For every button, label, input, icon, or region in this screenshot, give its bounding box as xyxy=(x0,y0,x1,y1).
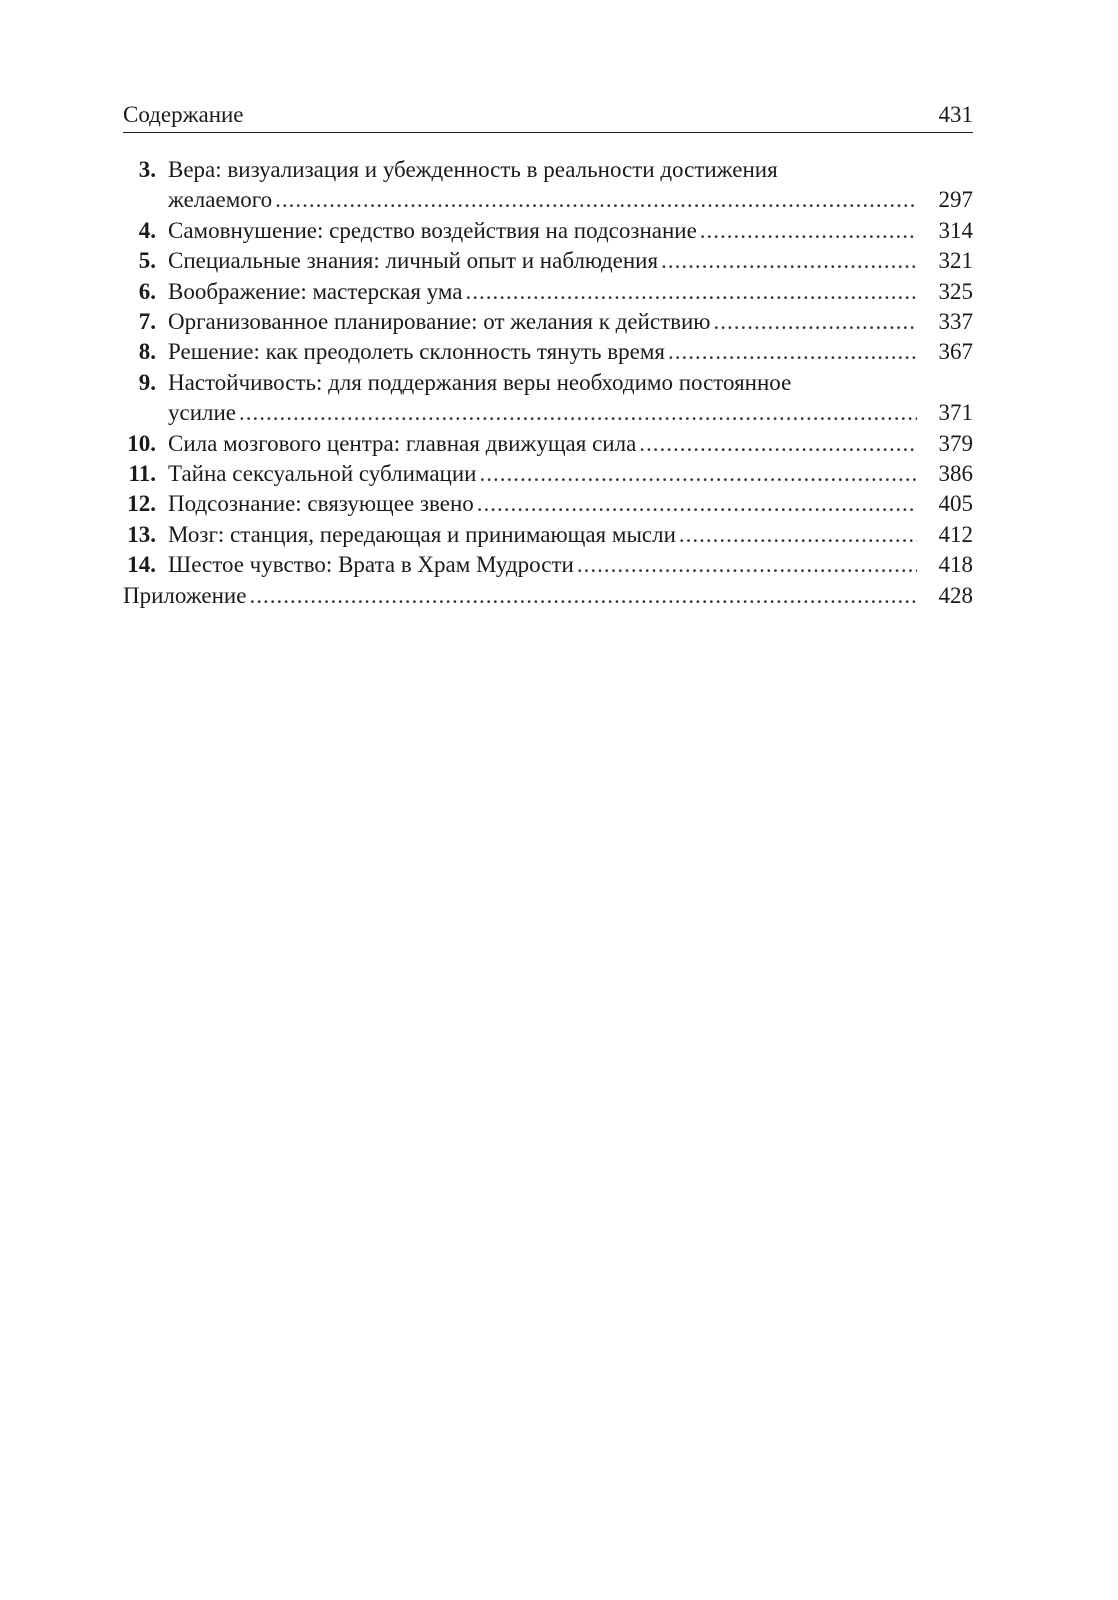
toc-entry-page: 405 xyxy=(938,491,973,517)
dot-leader xyxy=(713,307,917,337)
toc-entry-page: 297 xyxy=(938,187,973,213)
toc-entry-number: 14. xyxy=(127,552,156,578)
toc-entry-title: Специальные знания: личный опыт и наблюдения xyxy=(168,248,659,274)
toc-entry-6 xyxy=(123,277,973,307)
toc-entry-title: Подсознание: связующее звено xyxy=(168,491,474,517)
toc-entry-appendix xyxy=(123,581,973,611)
toc-entry-number: 6. xyxy=(138,278,156,304)
dot-leader xyxy=(577,550,917,580)
toc-entry-title: Организованное планирование: от желания к действию xyxy=(168,309,711,335)
toc-entry-13 xyxy=(123,520,973,550)
dot-leader xyxy=(700,216,917,246)
toc-entry-page: 367 xyxy=(938,339,973,365)
toc-entry-page: 314 xyxy=(938,217,973,243)
toc-entry-number: 3. xyxy=(138,157,156,182)
toc-entry-5 xyxy=(123,246,973,276)
toc-entry-12 xyxy=(123,489,973,519)
toc-entry-number: 7. xyxy=(138,309,156,335)
toc-entry-title: Самовнушение: средство воздействия на подсознание xyxy=(168,217,697,243)
toc-entry-title: Мозг: станция, передающая и принимающая мысли xyxy=(168,521,676,547)
toc-entry-number: 8. xyxy=(138,339,156,365)
toc-entry-title: Сила мозгового центра: главная движущая сила xyxy=(168,430,637,456)
toc-entry-number: 11. xyxy=(128,461,156,487)
toc-entry-number: 9. xyxy=(138,369,156,395)
toc-entry-11 xyxy=(123,459,973,489)
toc-entry-9 xyxy=(123,368,973,429)
running-head-title: Содержание xyxy=(123,102,244,127)
toc-entry-title: усилие xyxy=(168,400,237,426)
toc-entry-page: 325 xyxy=(938,278,973,304)
toc-entry-number: 10. xyxy=(127,430,156,456)
toc-entry-page: 337 xyxy=(938,309,973,335)
toc-entry-7 xyxy=(123,307,973,337)
toc-entry-page: 428 xyxy=(938,582,973,608)
toc-entry-10 xyxy=(123,429,973,459)
toc-entry-title-line1: Настойчивость: для поддержания веры необходимо постоянное xyxy=(168,369,792,395)
dot-leader xyxy=(639,429,917,459)
toc-entry-page: 386 xyxy=(938,461,973,487)
toc-entry-title: желаемого xyxy=(168,187,273,213)
toc-entry-page: 321 xyxy=(938,248,973,274)
dot-leader xyxy=(239,398,917,428)
toc-entry-page: 371 xyxy=(938,400,973,426)
toc-entry-page: 379 xyxy=(938,430,973,456)
toc-entry-number: 4. xyxy=(138,217,156,243)
dot-leader xyxy=(275,185,917,215)
toc-entry-title: Воображение: мастерская ума xyxy=(168,278,463,304)
toc-entry-8 xyxy=(123,337,973,367)
toc-entry-title: Решение: как преодолеть склонность тянуть время xyxy=(168,339,665,365)
page-number: 431 xyxy=(938,102,973,127)
toc-entry-page: 418 xyxy=(938,552,973,578)
dot-leader xyxy=(477,489,917,519)
toc-entry-page: 412 xyxy=(938,521,973,547)
dot-leader xyxy=(661,246,917,276)
running-head xyxy=(123,96,973,133)
dot-leader xyxy=(249,581,917,611)
toc-entry-4 xyxy=(123,216,973,246)
toc-entry-3 xyxy=(123,155,973,216)
dot-leader xyxy=(465,277,917,307)
toc-entry-number: 5. xyxy=(138,248,156,274)
dot-leader xyxy=(679,520,917,550)
dot-leader xyxy=(479,459,917,489)
toc-entry-title-line1: Вера: визуализация и убежденность в реальности достижения xyxy=(168,157,778,182)
toc-entry-title: Шестое чувство: Врата в Храм Мудрости xyxy=(168,552,574,578)
dot-leader xyxy=(668,337,917,367)
table-of-contents xyxy=(123,155,973,611)
toc-entry-number: 13. xyxy=(127,521,156,547)
toc-entry-number: 12. xyxy=(127,491,156,517)
toc-entry-title: Приложение xyxy=(123,582,247,608)
toc-entry-14 xyxy=(123,550,973,580)
toc-entry-title: Тайна сексуальной сублимации xyxy=(168,461,477,487)
